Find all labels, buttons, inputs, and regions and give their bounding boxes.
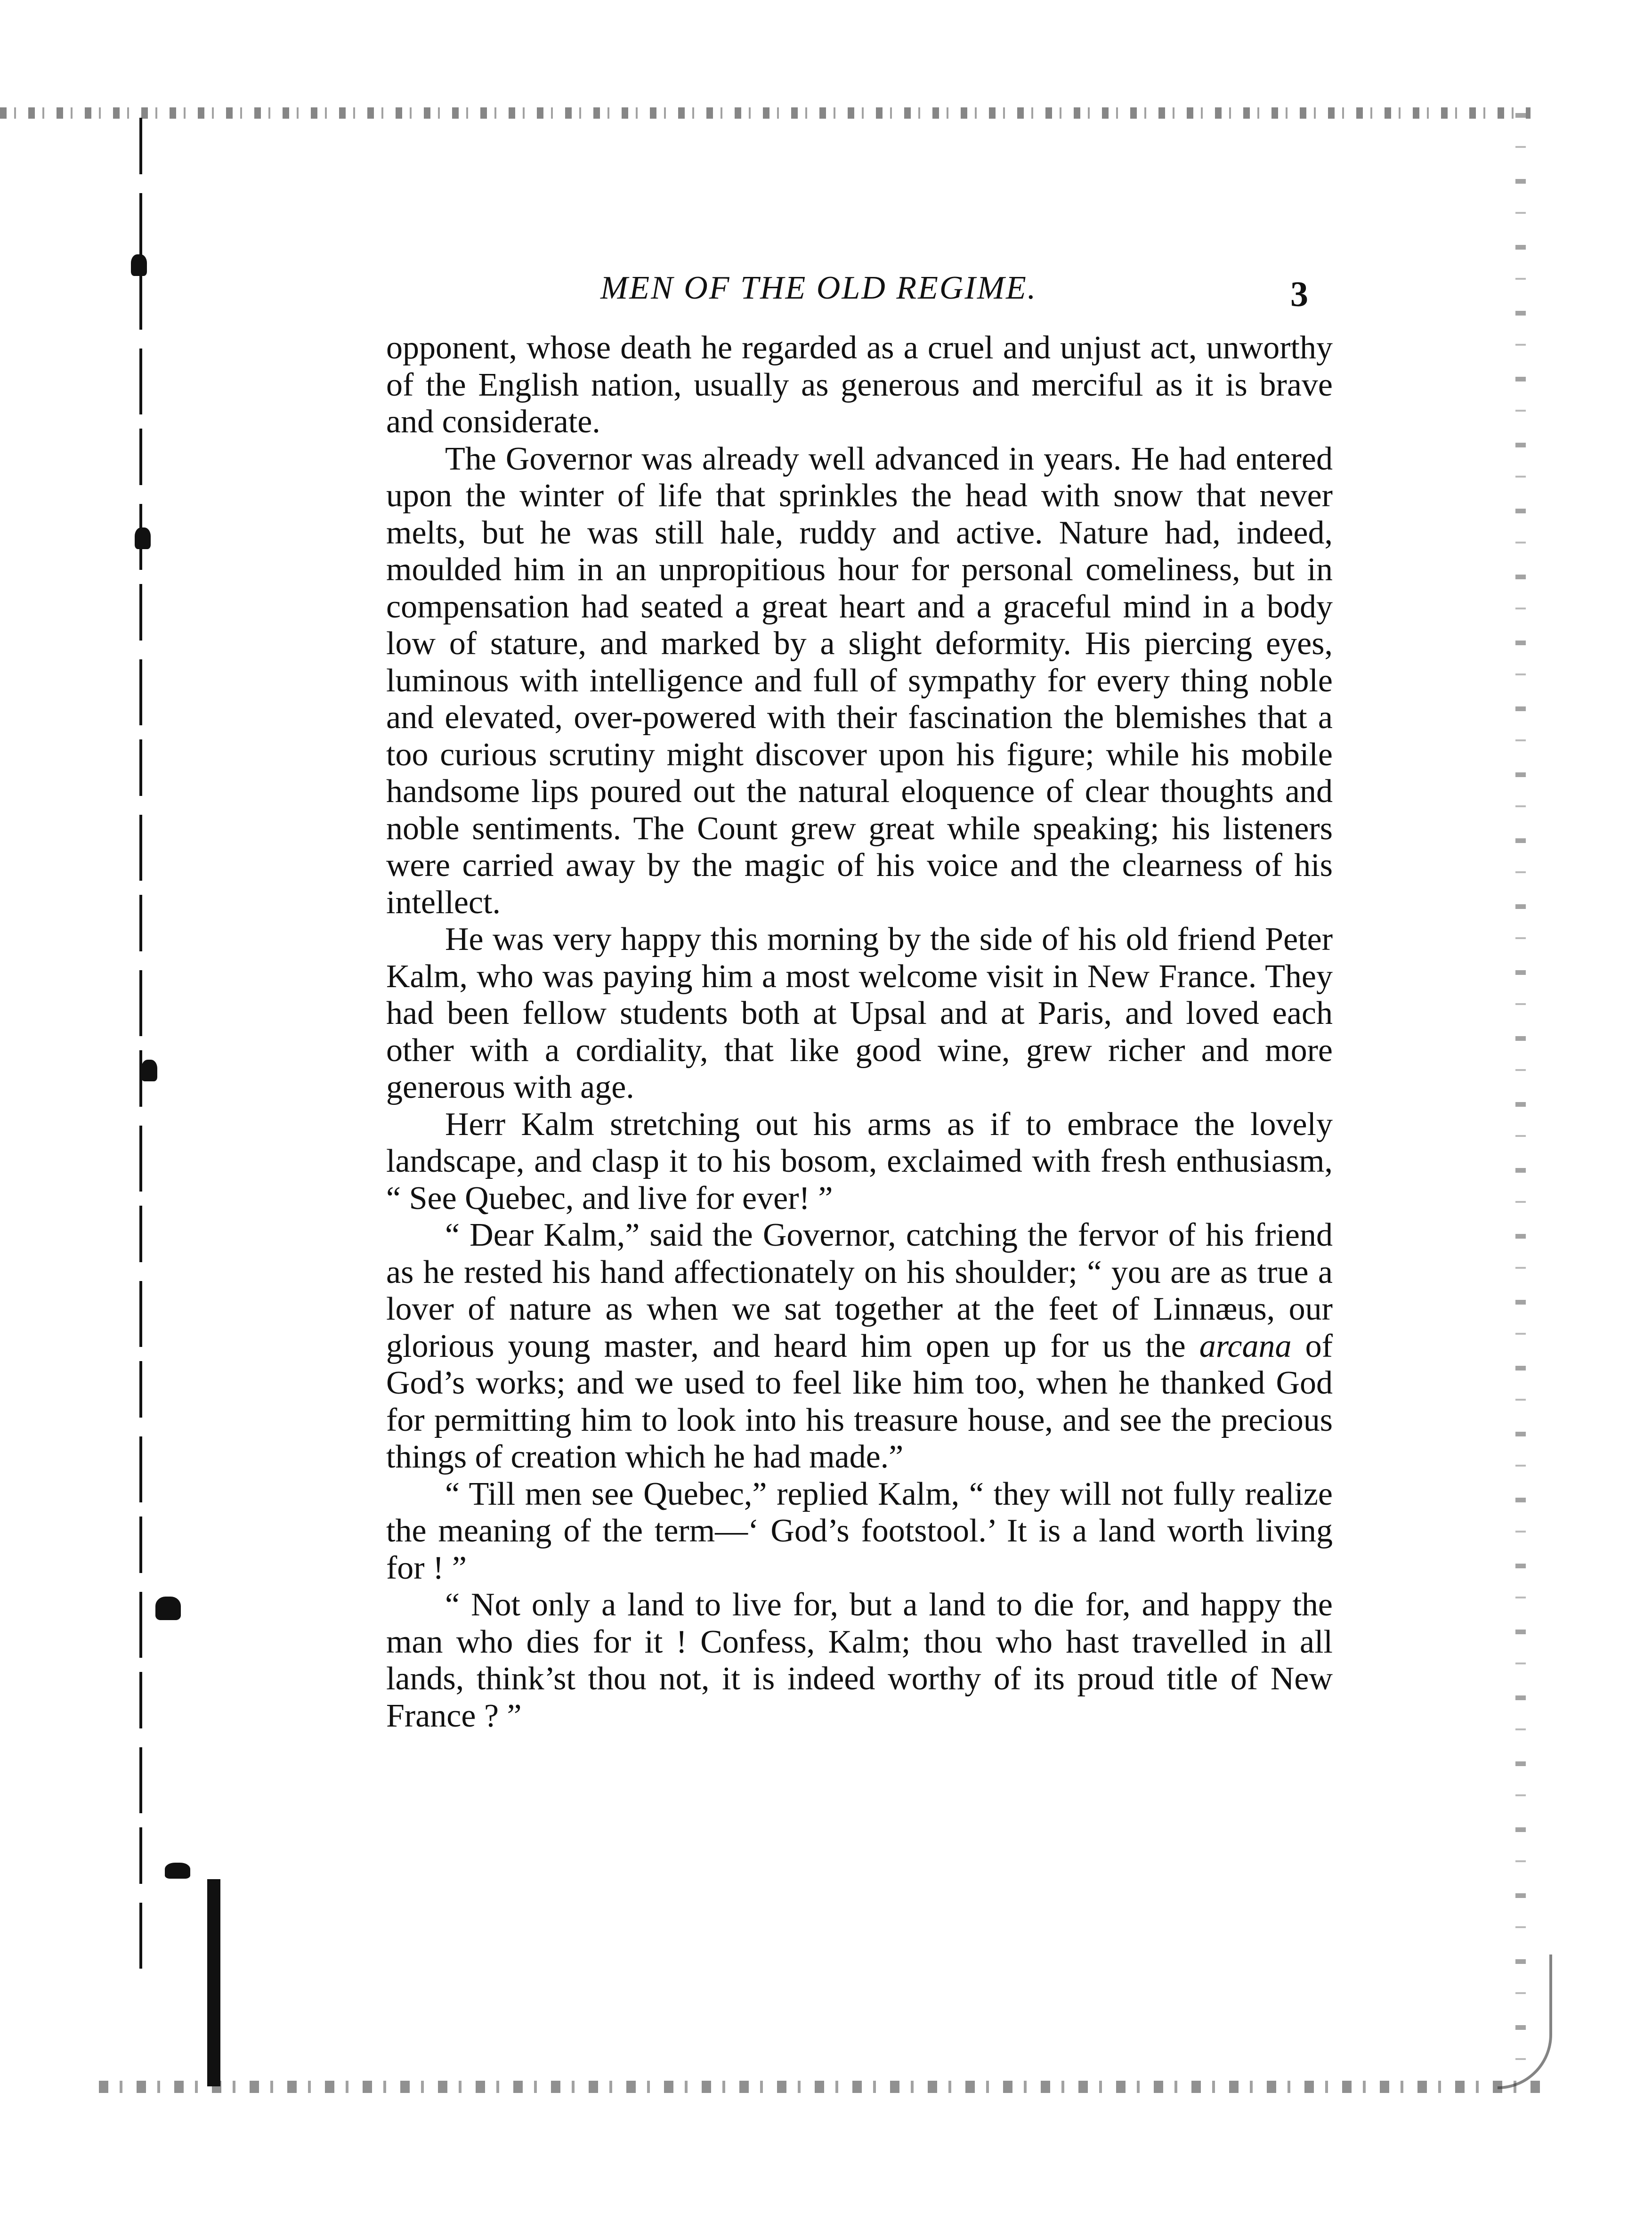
italic-term: arcana — [1199, 1328, 1292, 1364]
body-text — [386, 330, 1333, 1735]
paragraph: Herr Kalm stretching out his arms as if to embrace the lovely landscape, and clasp it to his bosom, exclaimed with fresh enthusiasm, “ See Quebec, and live for ever! ” — [386, 1106, 1333, 1216]
binding-mark — [135, 527, 151, 549]
page-corner-curl — [1498, 1954, 1552, 2089]
binding-mark — [131, 254, 147, 276]
paragraph-text: “ Dear Kalm,” said the Governor, catching the fervor of his friend as he rested his hand affectionately on his shoulder; “ you are as true a lover of nature as when we sat together at the feet of Linnæus, our glorious young master, and heard him open up for us the — [386, 1217, 1333, 1364]
scan-edge-bottom — [99, 2081, 1549, 2093]
paragraph: The Governor was already well advanced in years. He had entered upon the winter of life that sprinkles the head with snow that never melts, but he was still hale, ruddy and active. Nature had, indeed, moulded him in an unpropitious hour for personal comeliness, but in compensation had seated a great heart and a graceful mind in a body low of stature, and marked by a slight deformity. His piercing eyes, luminous with intelligence and full of sympathy for every thing noble and elevated, over-powered with their fascination the blemishes that a too curious scrutiny might discover upon his figure; while his mobile handsome lips poured out the natural eloquence of clear thoughts and noble sentiments. The Count grew great while speaking; his listeners were carried away by the magic of his voice and the clearness of his intellect. — [386, 440, 1333, 921]
binding-mark — [141, 1060, 157, 1081]
paragraph: “ Till men see Quebec,” replied Kalm, “ they will not fully realize the meaning of the term—‘ God’s footstool.’ It is a land worth living for ! ” — [386, 1476, 1333, 1586]
paragraph — [386, 1217, 1333, 1476]
paragraph: opponent, whose death he regarded as a cruel and unjust act, unworthy of the English nation, usually as generous and merciful as it is brave and considerate. — [386, 330, 1333, 440]
binding-mark — [155, 1597, 181, 1620]
running-title: MEN OF THE OLD REGIME. — [600, 270, 1037, 306]
paragraph: He was very happy this morning by the side of his old friend Peter Kalm, who was paying him a most welcome visit in New France. They had been fellow students both at Upsal and at Paris, and loved each other with a cordiality, that like good wine, grew richer and more generous with age. — [386, 921, 1333, 1105]
binding-shadow-line — [139, 118, 142, 1978]
scan-edge-right — [1515, 113, 1526, 2082]
scan-edge-top — [0, 107, 1531, 119]
paragraph: “ Not only a land to live for, but a land to die for, and happy the man who dies for it ! Confess, Kalm; thou who hast travelled in all lands, think’st thou not, it is indeed worthy of its proud title of New France ? ” — [386, 1587, 1333, 1734]
binding-mark — [165, 1863, 190, 1879]
paragraph-text: of God’s works; and we used to feel like him too, when he thanked God for permitting him to look into his treasure house, and see the precious things of creation which he had made.” — [386, 1328, 1333, 1475]
page-header — [386, 264, 1342, 316]
binding-shadow-bar — [207, 1879, 220, 2086]
page-number: 3 — [1290, 275, 1308, 314]
